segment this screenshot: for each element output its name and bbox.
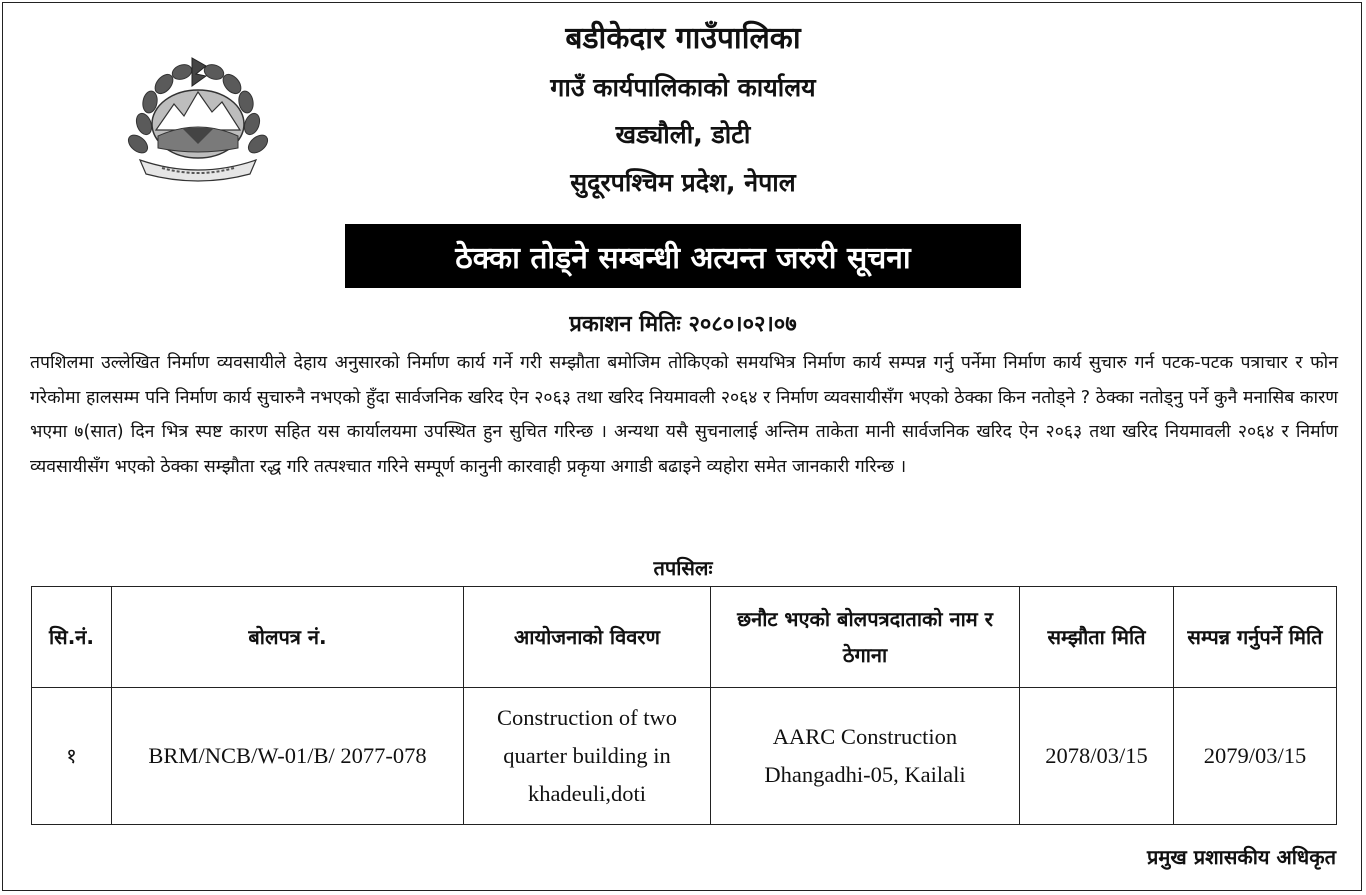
header-completion-date: सम्पन्न गर्नुपर्ने मिति <box>1174 587 1337 688</box>
details-heading: तपसिलः <box>653 556 713 580</box>
cell-bidder-name-address: AARC Construction Dhangadhi-05, Kailali <box>711 688 1020 825</box>
cell-bid-no: BRM/NCB/W-01/B/ 2077-078 <box>112 688 464 825</box>
cell-serial-no: १ <box>32 688 112 825</box>
province-name: सुदूरपश्चिम प्रदेश, नेपाल <box>570 168 796 197</box>
header-project-description: आयोजनाको विवरण <box>464 587 711 688</box>
publish-date: प्रकाशन मितिः २०८०।०२।०७ <box>569 312 797 337</box>
cell-project-description: Construction of two quarter building in khadeuli,doti <box>464 688 711 825</box>
signatory-title: प्रमुख प्रशासकीय अधिकृत <box>1147 845 1336 869</box>
cell-agreement-date: 2078/03/15 <box>1020 688 1174 825</box>
municipality-name: बडीकेदार गाउँपालिका <box>565 21 801 56</box>
header-bid-no: बोलपत्र नं. <box>112 587 464 688</box>
header-bidder-name-address: छनौट भएको बोलपत्रदाताको नाम र ठेगाना <box>711 587 1020 688</box>
contract-table <box>31 586 1337 825</box>
header-serial-no: सि.नं. <box>32 587 112 688</box>
office-name: गाउँ कार्यपालिकाको कार्यालय <box>550 73 816 102</box>
table-header-row <box>32 587 1337 688</box>
cell-completion-date: 2079/03/15 <box>1174 688 1337 825</box>
table-row <box>32 688 1337 825</box>
header-agreement-date: सम्झौता मिति <box>1020 587 1174 688</box>
office-location: खड्यौली, डोटी <box>615 120 751 149</box>
notice-title: ठेक्का तोड्ने सम्बन्धी अत्यन्त जरुरी सूचना <box>345 224 1021 288</box>
notice-body: तपशिलमा उल्लेखित निर्माण व्यवसायीले देहाय अनुसारको निर्माण कार्य गर्ने गरी सम्झौता बमोजिम तोकिएको समयभित्र निर्माण कार्य सम्पन्न गर्नु पर्नेमा निर्माण कार्य सुचारु गर्न पटक-पटक पत्राचार र फोन गरेकोमा हालसम्म पनि निर्माण कार्य सुचारुनै नभएको हुँदा सार्वजनिक खरिद ऐन २०६३ तथा खरिद नियमावली २०६४ र निर्माण व्यवसायीसँग भएको ठेक्का किन नतोड्ने ? ठेक्का नतोड्नु पर्ने कुनै मनासिब कारण भएमा ७(सात) दिन भित्र स्पष्ट कारण सहित यस कार्यालयमा उपस्थित हुन सुचित गरिन्छ । अन्यथा यसै सुचनालाई अन्तिम ताकेता मानी सार्वजनिक खरिद ऐन २०६३ तथा खरिद नियमावली २०६४ र निर्माण व्यवसायीसँग भएको ठेक्का सम्झौता रद्ध गरि तत्पश्चात गरिने सम्पूर्ण कानुनी कारवाही प्रकृया अगाडी बढाइने व्यहोरा समेत जानकारी गरिन्छ । <box>30 353 1338 477</box>
